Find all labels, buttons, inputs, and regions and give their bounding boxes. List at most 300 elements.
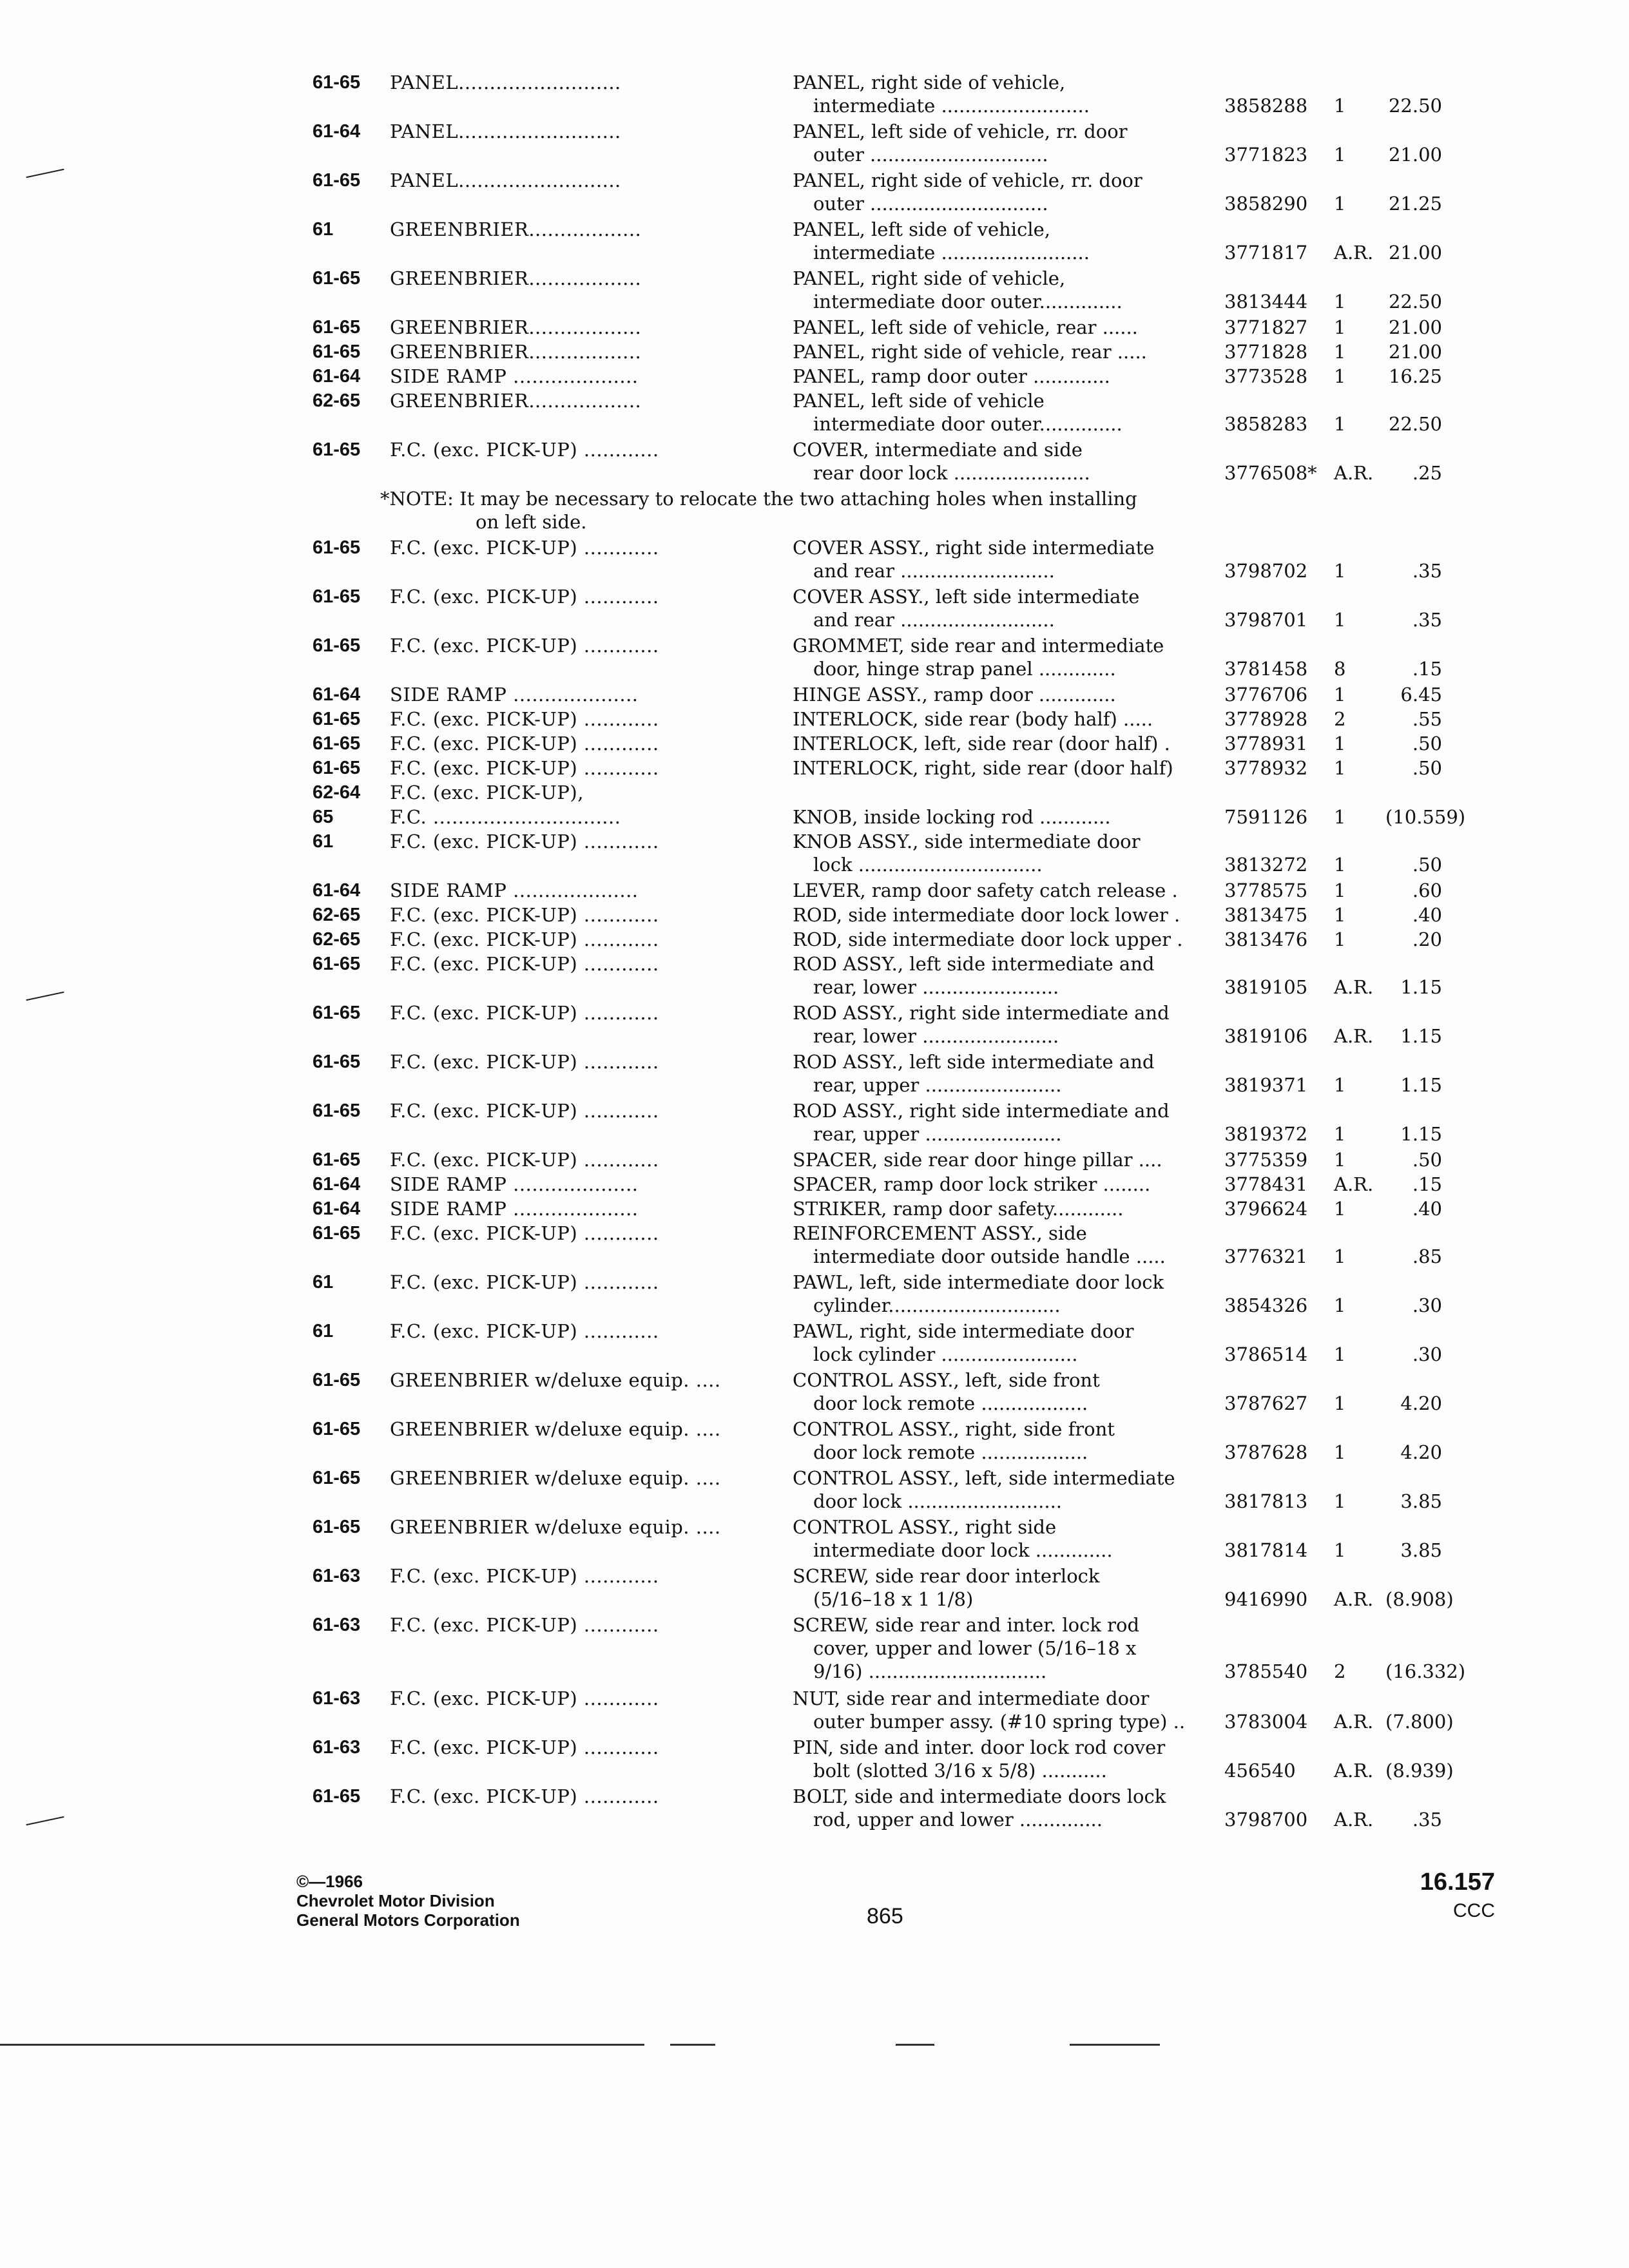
model-name: GREENBRIER w/deluxe equip. .... xyxy=(390,1369,721,1391)
price: .40 xyxy=(1412,904,1442,926)
model-name: GREENBRIER.................. xyxy=(390,390,642,412)
parts-row xyxy=(0,732,1629,756)
model-name: F.C. (exc. PICK-UP) ............ xyxy=(390,1051,659,1073)
part-number: 3798702 xyxy=(1224,560,1308,582)
quantity: A.R. xyxy=(1334,1025,1374,1047)
model-years: 61-65 xyxy=(313,341,361,362)
part-description-cont: door, hinge strap panel ............. xyxy=(813,658,1116,680)
part-number: 3778575 xyxy=(1224,879,1308,901)
parts-row xyxy=(0,1173,1629,1197)
quantity: 1 xyxy=(1334,144,1346,166)
part-description: HINGE ASSY., ramp door ............. xyxy=(793,684,1116,706)
model-name: GREENBRIER.................. xyxy=(390,316,642,338)
quantity: 1 xyxy=(1334,341,1346,363)
parts-row xyxy=(0,71,1629,120)
model-years: 61-65 xyxy=(313,1003,361,1023)
price: 6.45 xyxy=(1400,684,1442,706)
quantity: 8 xyxy=(1334,658,1346,680)
price: .30 xyxy=(1412,1294,1442,1316)
parts-row xyxy=(0,952,1629,1001)
quantity: 1 xyxy=(1334,879,1346,901)
parts-row xyxy=(0,1564,1629,1613)
part-description-cont: bolt (slotted 3/16 x 5/8) ........... xyxy=(813,1760,1107,1782)
model-years: 61-65 xyxy=(313,317,361,338)
model-name: F.C. (exc. PICK-UP) ............ xyxy=(390,928,659,950)
price: .15 xyxy=(1412,1173,1442,1195)
model-years: 61 xyxy=(313,1321,334,1341)
quantity: 1 xyxy=(1334,928,1346,950)
part-description: ROD, side intermediate door lock upper . xyxy=(793,928,1183,950)
part-number: 3778431 xyxy=(1224,1173,1308,1195)
price: .40 xyxy=(1412,1198,1442,1220)
quantity: 1 xyxy=(1334,95,1346,117)
part-description-cont: outer .............................. xyxy=(813,144,1048,166)
part-description-cont: and rear .......................... xyxy=(813,609,1055,631)
part-description-cont: rear, lower ....................... xyxy=(813,976,1059,998)
quantity: A.R. xyxy=(1334,976,1374,998)
model-name: F.C. (exc. PICK-UP) ............ xyxy=(390,537,659,559)
part-description-cont: rear, lower ....................... xyxy=(813,1025,1059,1047)
part-description: STRIKER, ramp door safety............ xyxy=(793,1198,1124,1220)
page-number: 865 xyxy=(867,1904,903,1928)
model-name: F.C. (exc. PICK-UP) ............ xyxy=(390,586,659,608)
part-description-cont: intermediate door lock ............. xyxy=(813,1539,1113,1561)
part-description: ROD, side intermediate door lock lower . xyxy=(793,904,1181,926)
model-years: 61-64 xyxy=(313,1174,361,1195)
parts-row xyxy=(0,634,1629,683)
model-name: GREENBRIER.................. xyxy=(390,218,642,240)
part-description: KNOB ASSY., side intermediate door xyxy=(793,831,1141,852)
parts-row xyxy=(0,218,1629,267)
model-name: GREENBRIER w/deluxe equip. .... xyxy=(390,1418,721,1440)
quantity: 1 xyxy=(1334,1123,1346,1145)
model-years: 61-65 xyxy=(313,635,361,656)
quantity: A.R. xyxy=(1334,1173,1374,1195)
part-description: SPACER, side rear door hinge pillar .... xyxy=(793,1149,1162,1171)
quantity: 1 xyxy=(1334,1392,1346,1414)
part-number: 3771823 xyxy=(1224,144,1308,166)
parts-row xyxy=(0,1418,1629,1466)
section-block xyxy=(1418,1869,1495,1922)
part-description-cont: (5/16–18 x 1 1/8) xyxy=(813,1588,974,1610)
parts-row xyxy=(0,585,1629,634)
price: 21.00 xyxy=(1388,341,1442,363)
part-number: 3858290 xyxy=(1224,193,1308,215)
parts-row xyxy=(0,756,1629,781)
part-description: ROD ASSY., left side intermediate and xyxy=(793,1051,1155,1073)
division-name: Chevrolet Motor Division xyxy=(296,1891,495,1910)
price: 1.15 xyxy=(1400,1025,1442,1047)
part-number: 3778928 xyxy=(1224,708,1308,730)
part-number: 3785540 xyxy=(1224,1660,1308,1682)
quantity: 1 xyxy=(1334,193,1346,215)
model-name: GREENBRIER.................. xyxy=(390,267,642,289)
part-description: CONTROL ASSY., left, side intermediate xyxy=(793,1467,1175,1489)
parts-row xyxy=(0,1148,1629,1173)
model-name: GREENBRIER.................. xyxy=(390,341,642,363)
corporation-name: General Motors Corporation xyxy=(296,1910,520,1930)
part-description: BOLT, side and intermediate doors lock xyxy=(793,1785,1166,1807)
price: 4.20 xyxy=(1400,1392,1442,1414)
model-years: 61-64 xyxy=(313,121,361,142)
note-line: on left side. xyxy=(476,511,587,533)
model-name: F.C. (exc. PICK-UP) ............ xyxy=(390,1614,659,1636)
model-years: 61-63 xyxy=(313,1566,361,1586)
parts-row xyxy=(0,928,1629,952)
price: .60 xyxy=(1412,879,1442,901)
part-number: 3813475 xyxy=(1224,904,1308,926)
model-name: PANEL.......................... xyxy=(390,72,621,93)
model-years: 61-65 xyxy=(313,1468,361,1488)
part-description: GROMMET, side rear and intermediate xyxy=(793,635,1164,657)
part-description-cont: rod, upper and lower .............. xyxy=(813,1809,1103,1831)
part-description-cont: door lock remote .................. xyxy=(813,1392,1088,1414)
parts-row xyxy=(0,365,1629,389)
part-description-cont: door lock remote .................. xyxy=(813,1441,1088,1463)
part-description: INTERLOCK, side rear (body half) ..... xyxy=(793,708,1153,730)
part-number: 3817813 xyxy=(1224,1490,1308,1512)
model-name: SIDE RAMP .................... xyxy=(390,1173,639,1195)
model-years: 62-64 xyxy=(313,782,361,803)
part-number: 7591126 xyxy=(1224,806,1308,828)
quantity: 1 xyxy=(1334,1198,1346,1220)
model-years: 61-65 xyxy=(313,268,361,289)
part-description: INTERLOCK, left, side rear (door half) . xyxy=(793,733,1170,754)
part-description: PANEL, right side of vehicle, rr. door xyxy=(793,169,1142,191)
part-description-cont: intermediate ......................... xyxy=(813,242,1090,264)
part-number: 3787628 xyxy=(1224,1441,1308,1463)
part-description: PANEL, left side of vehicle, rr. door xyxy=(793,120,1128,142)
model-name: F.C. (exc. PICK-UP) ............ xyxy=(390,1320,659,1342)
note xyxy=(0,487,1629,536)
price: 22.50 xyxy=(1388,413,1442,435)
quantity: 1 xyxy=(1334,291,1346,312)
parts-row xyxy=(0,438,1629,487)
part-description-cont: and rear .......................... xyxy=(813,560,1055,582)
part-description: ROD ASSY., right side intermediate and xyxy=(793,1002,1170,1024)
model-years: 61-65 xyxy=(313,733,361,754)
price: 4.20 xyxy=(1400,1441,1442,1463)
part-number: 3819371 xyxy=(1224,1074,1308,1096)
quantity: A.R. xyxy=(1334,1809,1374,1831)
part-number: 3786514 xyxy=(1224,1343,1308,1365)
part-description: COVER ASSY., right side intermediate xyxy=(793,537,1155,559)
part-description-cont: rear door lock ....................... xyxy=(813,462,1090,484)
model-name: SIDE RAMP .................... xyxy=(390,684,639,706)
model-name: PANEL.......................... xyxy=(390,169,621,191)
parts-row xyxy=(0,267,1629,316)
quantity: A.R. xyxy=(1334,1711,1374,1733)
model-years: 62-65 xyxy=(313,905,361,925)
part-description-cont: intermediate door outer.............. xyxy=(813,291,1123,312)
price: 22.50 xyxy=(1388,95,1442,117)
parts-row xyxy=(0,120,1629,169)
model-years: 62-65 xyxy=(313,929,361,950)
part-description: ROD ASSY., left side intermediate and xyxy=(793,953,1155,975)
model-name: F.C. (exc. PICK-UP) ............ xyxy=(390,635,659,657)
quantity: 1 xyxy=(1334,757,1346,779)
quantity: 1 xyxy=(1334,413,1346,435)
quantity: 1 xyxy=(1334,904,1346,926)
part-number: 3776321 xyxy=(1224,1245,1308,1267)
parts-row xyxy=(0,316,1629,340)
part-number: 3798701 xyxy=(1224,609,1308,631)
model-name: F.C. (exc. PICK-UP), xyxy=(390,782,584,803)
price: .55 xyxy=(1412,708,1442,730)
quantity: 1 xyxy=(1334,316,1346,338)
price: 1.15 xyxy=(1400,976,1442,998)
parts-row xyxy=(0,781,1629,805)
parts-row xyxy=(0,1222,1629,1271)
part-number: 3771828 xyxy=(1224,341,1308,363)
quantity: 1 xyxy=(1334,1245,1346,1267)
parts-row xyxy=(0,340,1629,365)
parts-row xyxy=(0,683,1629,707)
model-years: 61-63 xyxy=(313,1737,361,1758)
part-description-cont: cylinder............................. xyxy=(813,1294,1061,1316)
part-description: PANEL, right side of vehicle, xyxy=(793,72,1066,93)
quantity: 2 xyxy=(1334,1660,1346,1682)
model-name: F.C. (exc. PICK-UP) ............ xyxy=(390,1002,659,1024)
parts-row xyxy=(0,1515,1629,1564)
model-name: F.C. (exc. PICK-UP) ............ xyxy=(390,1149,659,1171)
price: .25 xyxy=(1412,462,1442,484)
bottom-rule xyxy=(0,2044,1199,2046)
price: 21.00 xyxy=(1388,144,1442,166)
model-years: 61-65 xyxy=(313,1370,361,1390)
price: .35 xyxy=(1412,560,1442,582)
parts-row xyxy=(0,879,1629,903)
part-description-cont: intermediate door outside handle ..... xyxy=(813,1245,1166,1267)
quantity: 1 xyxy=(1334,1441,1346,1463)
model-name: F.C. (exc. PICK-UP) ............ xyxy=(390,953,659,975)
part-number: 3817814 xyxy=(1224,1539,1308,1561)
parts-row xyxy=(0,1001,1629,1050)
price: .15 xyxy=(1412,658,1442,680)
parts-row xyxy=(0,389,1629,438)
part-description-cont: rear, upper ....................... xyxy=(813,1123,1062,1145)
parts-row xyxy=(0,1099,1629,1148)
parts-row xyxy=(0,1613,1629,1687)
parts-row xyxy=(0,707,1629,732)
model-years: 61-63 xyxy=(313,1615,361,1635)
model-years: 61 xyxy=(313,1272,334,1293)
part-number: 3858283 xyxy=(1224,413,1308,435)
part-description-cont: intermediate door outer.............. xyxy=(813,413,1123,435)
price: .50 xyxy=(1412,733,1442,754)
price: 21.00 xyxy=(1388,242,1442,264)
model-years: 61-65 xyxy=(313,1223,361,1244)
model-years: 61-65 xyxy=(313,1052,361,1072)
publisher-block xyxy=(296,1872,520,1930)
price: 1.15 xyxy=(1400,1123,1442,1145)
part-description: COVER ASSY., left side intermediate xyxy=(793,586,1140,608)
model-years: 62-65 xyxy=(313,390,361,411)
price: (8.908) xyxy=(1385,1588,1454,1610)
quantity: 1 xyxy=(1334,1490,1346,1512)
part-number: 3776508* xyxy=(1224,462,1317,484)
model-name: F.C. (exc. PICK-UP) ............ xyxy=(390,831,659,852)
price: .20 xyxy=(1412,928,1442,950)
quantity: A.R. xyxy=(1334,1588,1374,1610)
part-description: PIN, side and inter. door lock rod cover xyxy=(793,1736,1166,1758)
model-name: GREENBRIER w/deluxe equip. .... xyxy=(390,1467,721,1489)
model-years: 61-64 xyxy=(313,880,361,901)
quantity: 1 xyxy=(1334,1294,1346,1316)
part-description: PANEL, left side of vehicle, rear ...... xyxy=(793,316,1138,338)
model-years: 61-65 xyxy=(313,709,361,729)
part-number: 3783004 xyxy=(1224,1711,1308,1733)
model-name: SIDE RAMP .................... xyxy=(390,365,639,387)
parts-list xyxy=(0,71,1629,1834)
part-number: 456540 xyxy=(1224,1760,1296,1782)
part-description: INTERLOCK, right, side rear (door half) xyxy=(793,757,1173,779)
parts-row xyxy=(0,1369,1629,1418)
model-years: 61-65 xyxy=(313,1786,361,1807)
parts-row xyxy=(0,1050,1629,1099)
price: .85 xyxy=(1412,1245,1442,1267)
model-years: 61-65 xyxy=(313,1100,361,1121)
part-number: 3854326 xyxy=(1224,1294,1308,1316)
price: 1.15 xyxy=(1400,1074,1442,1096)
model-name: F.C. (exc. PICK-UP) ............ xyxy=(390,1687,659,1709)
part-number: 3781458 xyxy=(1224,658,1308,680)
quantity: 2 xyxy=(1334,708,1346,730)
quantity: A.R. xyxy=(1334,1760,1374,1782)
part-description-cont: 9/16) .............................. xyxy=(813,1660,1047,1682)
model-name: F.C. (exc. PICK-UP) ............ xyxy=(390,1222,659,1244)
price: .50 xyxy=(1412,1149,1442,1171)
quantity: 1 xyxy=(1334,560,1346,582)
model-name: SIDE RAMP .................... xyxy=(390,879,639,901)
part-number: 3819106 xyxy=(1224,1025,1308,1047)
model-years: 61-65 xyxy=(313,537,361,558)
model-years: 61 xyxy=(313,219,334,240)
part-number: 3775359 xyxy=(1224,1149,1308,1171)
price: 3.85 xyxy=(1400,1539,1442,1561)
part-number: 3773528 xyxy=(1224,365,1308,387)
model-years: 61-64 xyxy=(313,366,361,387)
part-description-cont: lock ............................... xyxy=(813,854,1043,876)
quantity: A.R. xyxy=(1334,462,1374,484)
part-description: COVER, intermediate and side xyxy=(793,439,1083,461)
price: (10.559) xyxy=(1385,806,1466,828)
model-name: F.C. (exc. PICK-UP) ............ xyxy=(390,439,659,461)
part-description: LEVER, ramp door safety catch release . xyxy=(793,879,1178,901)
part-number: 3813476 xyxy=(1224,928,1308,950)
part-description: REINFORCEMENT ASSY., side xyxy=(793,1222,1087,1244)
parts-row xyxy=(0,1320,1629,1369)
price: (16.332) xyxy=(1385,1660,1466,1682)
price: .50 xyxy=(1412,854,1442,876)
model-name: F.C. (exc. PICK-UP) ............ xyxy=(390,757,659,779)
part-description: CONTROL ASSY., right side xyxy=(793,1516,1057,1538)
model-years: 61-63 xyxy=(313,1688,361,1709)
model-name: SIDE RAMP .................... xyxy=(390,1198,639,1220)
model-name: F.C. (exc. PICK-UP) ............ xyxy=(390,904,659,926)
model-years: 61-65 xyxy=(313,954,361,974)
parts-row xyxy=(0,1736,1629,1785)
model-name: GREENBRIER w/deluxe equip. .... xyxy=(390,1516,721,1538)
parts-row xyxy=(0,536,1629,585)
part-description: SCREW, side rear and inter. lock rod xyxy=(793,1614,1140,1636)
part-description: KNOB, inside locking rod ............ xyxy=(793,806,1111,828)
part-description-cont: outer bumper assy. (#10 spring type) .. xyxy=(813,1711,1186,1733)
parts-row xyxy=(0,903,1629,928)
price: .35 xyxy=(1412,1809,1442,1831)
part-description-cont: cover, upper and lower (5/16–18 x xyxy=(813,1637,1137,1659)
part-description-cont: intermediate ......................... xyxy=(813,95,1090,117)
part-number: 9416990 xyxy=(1224,1588,1308,1610)
part-description: PANEL, ramp door outer ............. xyxy=(793,365,1110,387)
model-name: PANEL.......................... xyxy=(390,120,621,142)
model-years: 61-65 xyxy=(313,170,361,191)
model-years: 61-65 xyxy=(313,758,361,778)
quantity: 1 xyxy=(1334,365,1346,387)
model-name: F.C. (exc. PICK-UP) ............ xyxy=(390,1565,659,1587)
model-years: 61-65 xyxy=(313,1517,361,1537)
model-name: F.C. (exc. PICK-UP) ............ xyxy=(390,1785,659,1807)
part-description: CONTROL ASSY., left, side front xyxy=(793,1369,1100,1391)
quantity: 1 xyxy=(1334,1074,1346,1096)
part-number: 3796624 xyxy=(1224,1198,1308,1220)
part-description: ROD ASSY., right side intermediate and xyxy=(793,1100,1170,1122)
part-number: 3819372 xyxy=(1224,1123,1308,1145)
quantity: 1 xyxy=(1334,1149,1346,1171)
quantity: 1 xyxy=(1334,854,1346,876)
section-code: 16.157 xyxy=(1420,1869,1495,1896)
price: 3.85 xyxy=(1400,1490,1442,1512)
part-number: 3776706 xyxy=(1224,684,1308,706)
price: .35 xyxy=(1412,609,1442,631)
part-description: SCREW, side rear door interlock xyxy=(793,1565,1100,1587)
model-years: 61-65 xyxy=(313,1149,361,1170)
part-description: PANEL, left side of vehicle xyxy=(793,390,1045,412)
model-years: 61 xyxy=(313,831,334,852)
part-number: 3771827 xyxy=(1224,316,1308,338)
parts-row xyxy=(0,1271,1629,1320)
price: 21.25 xyxy=(1388,193,1442,215)
part-number: 3813444 xyxy=(1224,291,1308,312)
parts-row xyxy=(0,1466,1629,1515)
price: (8.939) xyxy=(1385,1760,1454,1782)
model-name: F.C. (exc. PICK-UP) ............ xyxy=(390,733,659,754)
model-years: 61-65 xyxy=(313,72,361,93)
model-years: 61-65 xyxy=(313,1419,361,1439)
part-description-cont: lock cylinder ....................... xyxy=(813,1343,1078,1365)
quantity: 1 xyxy=(1334,1343,1346,1365)
note-line: *NOTE: It may be necessary to relocate the two attaching holes when installing xyxy=(380,488,1137,510)
part-description: PAWL, left, side intermediate door lock xyxy=(793,1271,1164,1293)
part-number: 3778931 xyxy=(1224,733,1308,754)
quantity: 1 xyxy=(1334,609,1346,631)
model-name: F.C. .............................. xyxy=(390,806,621,828)
part-number: 3798700 xyxy=(1224,1809,1308,1831)
price: (7.800) xyxy=(1385,1711,1454,1733)
part-description: PANEL, right side of vehicle, rear ..... xyxy=(793,341,1147,363)
price: 21.00 xyxy=(1388,316,1442,338)
part-number: 3819105 xyxy=(1224,976,1308,998)
quantity: 1 xyxy=(1334,1539,1346,1561)
part-description: PAWL, right, side intermediate door xyxy=(793,1320,1134,1342)
part-description: PANEL, left side of vehicle, xyxy=(793,218,1050,240)
parts-row xyxy=(0,1197,1629,1222)
quantity: 1 xyxy=(1334,684,1346,706)
model-name: F.C. (exc. PICK-UP) ............ xyxy=(390,1271,659,1293)
parts-row xyxy=(0,169,1629,218)
section-suffix: CCC xyxy=(1453,1900,1495,1921)
part-description: CONTROL ASSY., right, side front xyxy=(793,1418,1115,1440)
